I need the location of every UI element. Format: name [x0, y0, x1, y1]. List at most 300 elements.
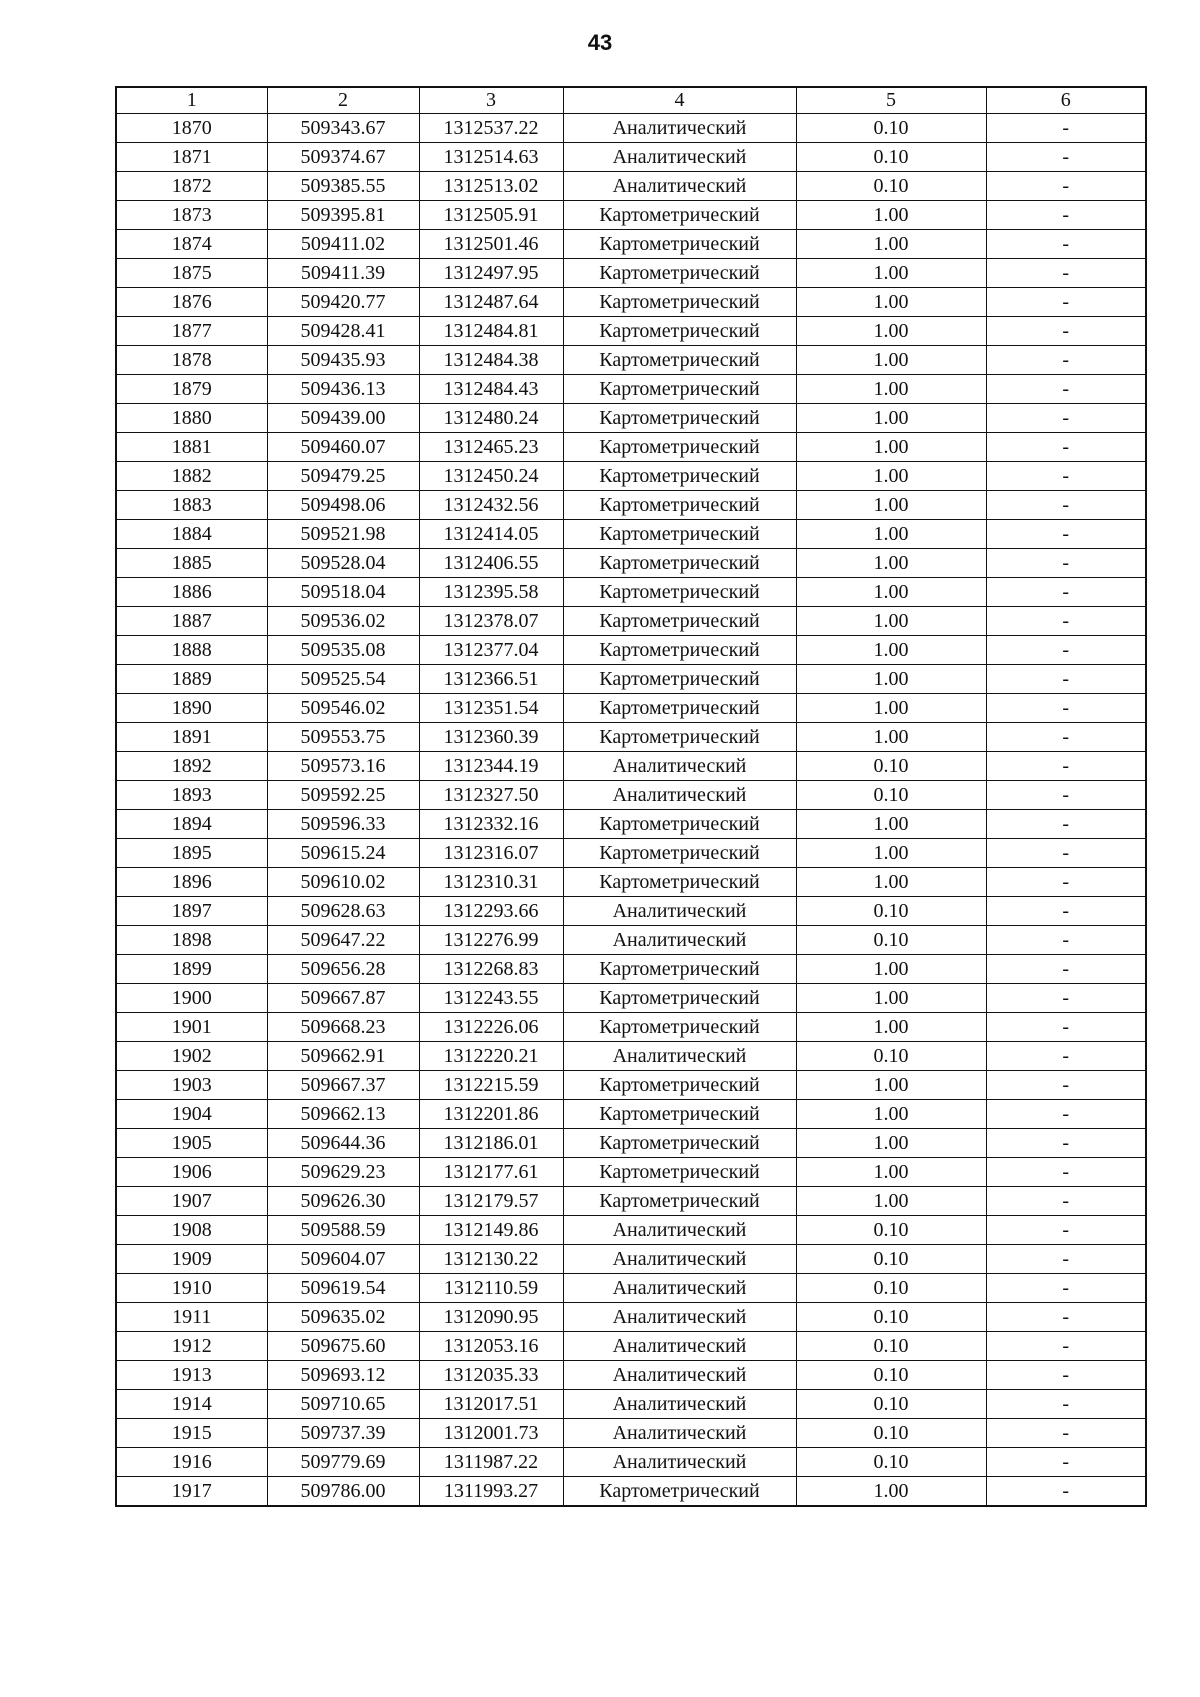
accuracy-cell: 1.00: [796, 694, 986, 723]
note-cell: -: [986, 1303, 1146, 1332]
accuracy-cell: 1.00: [796, 984, 986, 1013]
x-coordinate-cell: 509656.28: [267, 955, 419, 984]
accuracy-cell: 1.00: [796, 288, 986, 317]
column-header-4: 4: [563, 87, 796, 114]
point-number-cell: 1875: [116, 259, 267, 288]
method-cell: Картометрический: [563, 317, 796, 346]
accuracy-cell: 1.00: [796, 404, 986, 433]
note-cell: -: [986, 752, 1146, 781]
table-row: [116, 317, 1146, 346]
note-cell: -: [986, 1042, 1146, 1071]
point-number-cell: 1910: [116, 1274, 267, 1303]
table-row: [116, 1390, 1146, 1419]
x-coordinate-cell: 509343.67: [267, 114, 419, 143]
accuracy-cell: 1.00: [796, 665, 986, 694]
note-cell: -: [986, 926, 1146, 955]
y-coordinate-cell: 1312276.99: [419, 926, 563, 955]
accuracy-cell: 1.00: [796, 607, 986, 636]
y-coordinate-cell: 1312090.95: [419, 1303, 563, 1332]
x-coordinate-cell: 509592.25: [267, 781, 419, 810]
table-row: [116, 404, 1146, 433]
table-row: [116, 1419, 1146, 1448]
y-coordinate-cell: 1312035.33: [419, 1361, 563, 1390]
note-cell: -: [986, 346, 1146, 375]
table-row: [116, 259, 1146, 288]
y-coordinate-cell: 1312505.91: [419, 201, 563, 230]
y-coordinate-cell: 1312220.21: [419, 1042, 563, 1071]
point-number-cell: 1877: [116, 317, 267, 346]
method-cell: Картометрический: [563, 868, 796, 897]
y-coordinate-cell: 1312316.07: [419, 839, 563, 868]
x-coordinate-cell: 509779.69: [267, 1448, 419, 1477]
y-coordinate-cell: 1312487.64: [419, 288, 563, 317]
y-coordinate-cell: 1312053.16: [419, 1332, 563, 1361]
y-coordinate-cell: 1312310.31: [419, 868, 563, 897]
accuracy-cell: 1.00: [796, 1187, 986, 1216]
accuracy-cell: 1.00: [796, 462, 986, 491]
table-row: [116, 752, 1146, 781]
table-row: [116, 984, 1146, 1013]
method-cell: Аналитический: [563, 926, 796, 955]
note-cell: -: [986, 288, 1146, 317]
method-cell: Картометрический: [563, 433, 796, 462]
x-coordinate-cell: 509615.24: [267, 839, 419, 868]
table-row: [116, 839, 1146, 868]
point-number-cell: 1905: [116, 1129, 267, 1158]
y-coordinate-cell: 1312017.51: [419, 1390, 563, 1419]
table-row: [116, 1448, 1146, 1477]
method-cell: Картометрический: [563, 665, 796, 694]
note-cell: -: [986, 1216, 1146, 1245]
note-cell: -: [986, 636, 1146, 665]
note-cell: -: [986, 433, 1146, 462]
accuracy-cell: 0.10: [796, 143, 986, 172]
y-coordinate-cell: 1312344.19: [419, 752, 563, 781]
y-coordinate-cell: 1312501.46: [419, 230, 563, 259]
x-coordinate-cell: 509518.04: [267, 578, 419, 607]
point-number-cell: 1876: [116, 288, 267, 317]
point-number-cell: 1890: [116, 694, 267, 723]
y-coordinate-cell: 1312378.07: [419, 607, 563, 636]
y-coordinate-cell: 1312377.04: [419, 636, 563, 665]
method-cell: Картометрический: [563, 491, 796, 520]
accuracy-cell: 1.00: [796, 346, 986, 375]
x-coordinate-cell: 509428.41: [267, 317, 419, 346]
note-cell: -: [986, 1332, 1146, 1361]
point-number-cell: 1870: [116, 114, 267, 143]
point-number-cell: 1892: [116, 752, 267, 781]
table-row: [116, 462, 1146, 491]
x-coordinate-cell: 509535.08: [267, 636, 419, 665]
note-cell: -: [986, 1100, 1146, 1129]
table-row: [116, 1129, 1146, 1158]
table-row: [116, 114, 1146, 143]
note-cell: -: [986, 549, 1146, 578]
point-number-cell: 1912: [116, 1332, 267, 1361]
table-row: [116, 172, 1146, 201]
y-coordinate-cell: 1312293.66: [419, 897, 563, 926]
y-coordinate-cell: 1312130.22: [419, 1245, 563, 1274]
method-cell: Аналитический: [563, 172, 796, 201]
x-coordinate-cell: 509596.33: [267, 810, 419, 839]
table-row: [116, 868, 1146, 897]
x-coordinate-cell: 509644.36: [267, 1129, 419, 1158]
y-coordinate-cell: 1312351.54: [419, 694, 563, 723]
x-coordinate-cell: 509411.02: [267, 230, 419, 259]
method-cell: Аналитический: [563, 1361, 796, 1390]
x-coordinate-cell: 509619.54: [267, 1274, 419, 1303]
table-row: [116, 1361, 1146, 1390]
table-row: [116, 375, 1146, 404]
accuracy-cell: 1.00: [796, 868, 986, 897]
note-cell: -: [986, 578, 1146, 607]
y-coordinate-cell: 1312484.38: [419, 346, 563, 375]
method-cell: Картометрический: [563, 1158, 796, 1187]
table-row: [116, 288, 1146, 317]
accuracy-cell: 1.00: [796, 723, 986, 752]
y-coordinate-cell: 1312432.56: [419, 491, 563, 520]
x-coordinate-cell: 509604.07: [267, 1245, 419, 1274]
table-row: [116, 1216, 1146, 1245]
accuracy-cell: 1.00: [796, 810, 986, 839]
x-coordinate-cell: 509498.06: [267, 491, 419, 520]
note-cell: -: [986, 201, 1146, 230]
x-coordinate-cell: 509546.02: [267, 694, 419, 723]
method-cell: Аналитический: [563, 897, 796, 926]
x-coordinate-cell: 509693.12: [267, 1361, 419, 1390]
method-cell: Картометрический: [563, 1129, 796, 1158]
table-row: [116, 1303, 1146, 1332]
x-coordinate-cell: 509385.55: [267, 172, 419, 201]
y-coordinate-cell: 1312179.57: [419, 1187, 563, 1216]
x-coordinate-cell: 509629.23: [267, 1158, 419, 1187]
table-row: [116, 549, 1146, 578]
table-row: [116, 346, 1146, 375]
point-number-cell: 1872: [116, 172, 267, 201]
point-number-cell: 1915: [116, 1419, 267, 1448]
y-coordinate-cell: 1312243.55: [419, 984, 563, 1013]
point-number-cell: 1896: [116, 868, 267, 897]
point-number-cell: 1900: [116, 984, 267, 1013]
note-cell: -: [986, 810, 1146, 839]
table-row: [116, 1013, 1146, 1042]
x-coordinate-cell: 509573.16: [267, 752, 419, 781]
method-cell: Картометрический: [563, 636, 796, 665]
table-row: [116, 694, 1146, 723]
coordinates-table: [115, 86, 1147, 1507]
table-row: [116, 897, 1146, 926]
y-coordinate-cell: 1312514.63: [419, 143, 563, 172]
y-coordinate-cell: 1312332.16: [419, 810, 563, 839]
x-coordinate-cell: 509635.02: [267, 1303, 419, 1332]
y-coordinate-cell: 1312395.58: [419, 578, 563, 607]
method-cell: Картометрический: [563, 1477, 796, 1507]
x-coordinate-cell: 509553.75: [267, 723, 419, 752]
accuracy-cell: 1.00: [796, 433, 986, 462]
x-coordinate-cell: 509420.77: [267, 288, 419, 317]
table-row: [116, 1332, 1146, 1361]
y-coordinate-cell: 1312497.95: [419, 259, 563, 288]
accuracy-cell: 1.00: [796, 230, 986, 259]
y-coordinate-cell: 1312110.59: [419, 1274, 563, 1303]
y-coordinate-cell: 1312484.81: [419, 317, 563, 346]
point-number-cell: 1885: [116, 549, 267, 578]
method-cell: Аналитический: [563, 752, 796, 781]
table-row: [116, 1245, 1146, 1274]
table-row: [116, 1158, 1146, 1187]
y-coordinate-cell: 1312201.86: [419, 1100, 563, 1129]
note-cell: -: [986, 1419, 1146, 1448]
accuracy-cell: 1.00: [796, 1013, 986, 1042]
note-cell: -: [986, 665, 1146, 694]
accuracy-cell: 0.10: [796, 1448, 986, 1477]
x-coordinate-cell: 509436.13: [267, 375, 419, 404]
table-row: [116, 491, 1146, 520]
note-cell: -: [986, 1448, 1146, 1477]
method-cell: Картометрический: [563, 839, 796, 868]
point-number-cell: 1893: [116, 781, 267, 810]
method-cell: Аналитический: [563, 781, 796, 810]
x-coordinate-cell: 509675.60: [267, 1332, 419, 1361]
x-coordinate-cell: 509662.91: [267, 1042, 419, 1071]
method-cell: Аналитический: [563, 143, 796, 172]
point-number-cell: 1902: [116, 1042, 267, 1071]
accuracy-cell: 1.00: [796, 1100, 986, 1129]
method-cell: Аналитический: [563, 1332, 796, 1361]
note-cell: -: [986, 1071, 1146, 1100]
point-number-cell: 1917: [116, 1477, 267, 1507]
x-coordinate-cell: 509786.00: [267, 1477, 419, 1507]
point-number-cell: 1898: [116, 926, 267, 955]
accuracy-cell: 0.10: [796, 1245, 986, 1274]
method-cell: Картометрический: [563, 520, 796, 549]
point-number-cell: 1873: [116, 201, 267, 230]
y-coordinate-cell: 1312414.05: [419, 520, 563, 549]
method-cell: Картометрический: [563, 375, 796, 404]
method-cell: Картометрический: [563, 288, 796, 317]
method-cell: Картометрический: [563, 607, 796, 636]
note-cell: -: [986, 839, 1146, 868]
note-cell: -: [986, 491, 1146, 520]
x-coordinate-cell: 509610.02: [267, 868, 419, 897]
note-cell: -: [986, 868, 1146, 897]
table-row: [116, 1187, 1146, 1216]
y-coordinate-cell: 1312465.23: [419, 433, 563, 462]
note-cell: -: [986, 1129, 1146, 1158]
x-coordinate-cell: 509628.63: [267, 897, 419, 926]
note-cell: -: [986, 984, 1146, 1013]
accuracy-cell: 0.10: [796, 926, 986, 955]
point-number-cell: 1909: [116, 1245, 267, 1274]
point-number-cell: 1883: [116, 491, 267, 520]
table-row: [116, 955, 1146, 984]
x-coordinate-cell: 509525.54: [267, 665, 419, 694]
x-coordinate-cell: 509662.13: [267, 1100, 419, 1129]
column-header-3: 3: [419, 87, 563, 114]
point-number-cell: 1871: [116, 143, 267, 172]
table-row: [116, 607, 1146, 636]
note-cell: -: [986, 897, 1146, 926]
table-row: [116, 1100, 1146, 1129]
accuracy-cell: 0.10: [796, 897, 986, 926]
point-number-cell: 1886: [116, 578, 267, 607]
method-cell: Аналитический: [563, 1245, 796, 1274]
accuracy-cell: 0.10: [796, 1216, 986, 1245]
method-cell: Аналитический: [563, 114, 796, 143]
table-row: [116, 810, 1146, 839]
note-cell: -: [986, 143, 1146, 172]
table-row: [116, 1274, 1146, 1303]
method-cell: Аналитический: [563, 1390, 796, 1419]
method-cell: Аналитический: [563, 1448, 796, 1477]
table-row: [116, 201, 1146, 230]
note-cell: -: [986, 1158, 1146, 1187]
accuracy-cell: 1.00: [796, 491, 986, 520]
accuracy-cell: 1.00: [796, 375, 986, 404]
note-cell: -: [986, 607, 1146, 636]
note-cell: -: [986, 462, 1146, 491]
point-number-cell: 1908: [116, 1216, 267, 1245]
method-cell: Аналитический: [563, 1274, 796, 1303]
method-cell: Картометрический: [563, 984, 796, 1013]
note-cell: -: [986, 259, 1146, 288]
method-cell: Картометрический: [563, 1100, 796, 1129]
point-number-cell: 1880: [116, 404, 267, 433]
accuracy-cell: 1.00: [796, 839, 986, 868]
method-cell: Картометрический: [563, 694, 796, 723]
column-header-1: 1: [116, 87, 267, 114]
accuracy-cell: 1.00: [796, 955, 986, 984]
y-coordinate-cell: 1312149.86: [419, 1216, 563, 1245]
y-coordinate-cell: 1312450.24: [419, 462, 563, 491]
x-coordinate-cell: 509395.81: [267, 201, 419, 230]
note-cell: -: [986, 1274, 1146, 1303]
note-cell: -: [986, 694, 1146, 723]
x-coordinate-cell: 509626.30: [267, 1187, 419, 1216]
accuracy-cell: 0.10: [796, 1390, 986, 1419]
y-coordinate-cell: 1312366.51: [419, 665, 563, 694]
accuracy-cell: 1.00: [796, 1071, 986, 1100]
table-row: [116, 1071, 1146, 1100]
note-cell: -: [986, 955, 1146, 984]
accuracy-cell: 0.10: [796, 752, 986, 781]
point-number-cell: 1891: [116, 723, 267, 752]
column-header-2: 2: [267, 87, 419, 114]
column-header-6: 6: [986, 87, 1146, 114]
x-coordinate-cell: 509460.07: [267, 433, 419, 462]
x-coordinate-cell: 509710.65: [267, 1390, 419, 1419]
method-cell: Картометрический: [563, 723, 796, 752]
y-coordinate-cell: 1312268.83: [419, 955, 563, 984]
note-cell: -: [986, 723, 1146, 752]
note-cell: -: [986, 1013, 1146, 1042]
point-number-cell: 1879: [116, 375, 267, 404]
point-number-cell: 1907: [116, 1187, 267, 1216]
point-number-cell: 1882: [116, 462, 267, 491]
page-number: 43: [587, 30, 613, 55]
x-coordinate-cell: 509439.00: [267, 404, 419, 433]
method-cell: Аналитический: [563, 1419, 796, 1448]
table-row: [116, 230, 1146, 259]
x-coordinate-cell: 509528.04: [267, 549, 419, 578]
y-coordinate-cell: 1312484.43: [419, 375, 563, 404]
point-number-cell: 1897: [116, 897, 267, 926]
point-number-cell: 1895: [116, 839, 267, 868]
x-coordinate-cell: 509435.93: [267, 346, 419, 375]
note-cell: -: [986, 520, 1146, 549]
method-cell: Картометрический: [563, 1071, 796, 1100]
point-number-cell: 1884: [116, 520, 267, 549]
x-coordinate-cell: 509374.67: [267, 143, 419, 172]
method-cell: Картометрический: [563, 462, 796, 491]
point-number-cell: 1916: [116, 1448, 267, 1477]
x-coordinate-cell: 509536.02: [267, 607, 419, 636]
accuracy-cell: 0.10: [796, 1042, 986, 1071]
method-cell: Картометрический: [563, 404, 796, 433]
table-row: [116, 781, 1146, 810]
point-number-cell: 1901: [116, 1013, 267, 1042]
note-cell: -: [986, 375, 1146, 404]
x-coordinate-cell: 509737.39: [267, 1419, 419, 1448]
accuracy-cell: 1.00: [796, 636, 986, 665]
accuracy-cell: 0.10: [796, 172, 986, 201]
point-number-cell: 1904: [116, 1100, 267, 1129]
accuracy-cell: 0.10: [796, 1361, 986, 1390]
x-coordinate-cell: 509668.23: [267, 1013, 419, 1042]
method-cell: Картометрический: [563, 1187, 796, 1216]
note-cell: -: [986, 781, 1146, 810]
point-number-cell: 1906: [116, 1158, 267, 1187]
point-number-cell: 1889: [116, 665, 267, 694]
note-cell: -: [986, 404, 1146, 433]
x-coordinate-cell: 509479.25: [267, 462, 419, 491]
method-cell: Картометрический: [563, 549, 796, 578]
note-cell: -: [986, 1477, 1146, 1507]
y-coordinate-cell: 1312537.22: [419, 114, 563, 143]
point-number-cell: 1874: [116, 230, 267, 259]
x-coordinate-cell: 509667.87: [267, 984, 419, 1013]
table-row: [116, 665, 1146, 694]
method-cell: Аналитический: [563, 1216, 796, 1245]
accuracy-cell: 1.00: [796, 201, 986, 230]
point-number-cell: 1894: [116, 810, 267, 839]
table-row: [116, 1477, 1146, 1507]
note-cell: -: [986, 1245, 1146, 1274]
y-coordinate-cell: 1312186.01: [419, 1129, 563, 1158]
note-cell: -: [986, 1361, 1146, 1390]
accuracy-cell: 0.10: [796, 1303, 986, 1332]
accuracy-cell: 0.10: [796, 1274, 986, 1303]
method-cell: Картометрический: [563, 346, 796, 375]
y-coordinate-cell: 1312226.06: [419, 1013, 563, 1042]
method-cell: Картометрический: [563, 259, 796, 288]
y-coordinate-cell: 1311993.27: [419, 1477, 563, 1507]
table-row: [116, 143, 1146, 172]
point-number-cell: 1914: [116, 1390, 267, 1419]
accuracy-cell: 0.10: [796, 1419, 986, 1448]
point-number-cell: 1887: [116, 607, 267, 636]
table-body: [116, 114, 1146, 1507]
method-cell: Картометрический: [563, 810, 796, 839]
note-cell: -: [986, 1187, 1146, 1216]
point-number-cell: 1903: [116, 1071, 267, 1100]
accuracy-cell: 1.00: [796, 549, 986, 578]
y-coordinate-cell: 1311987.22: [419, 1448, 563, 1477]
table-row: [116, 1042, 1146, 1071]
method-cell: Аналитический: [563, 1042, 796, 1071]
point-number-cell: 1881: [116, 433, 267, 462]
y-coordinate-cell: 1312001.73: [419, 1419, 563, 1448]
